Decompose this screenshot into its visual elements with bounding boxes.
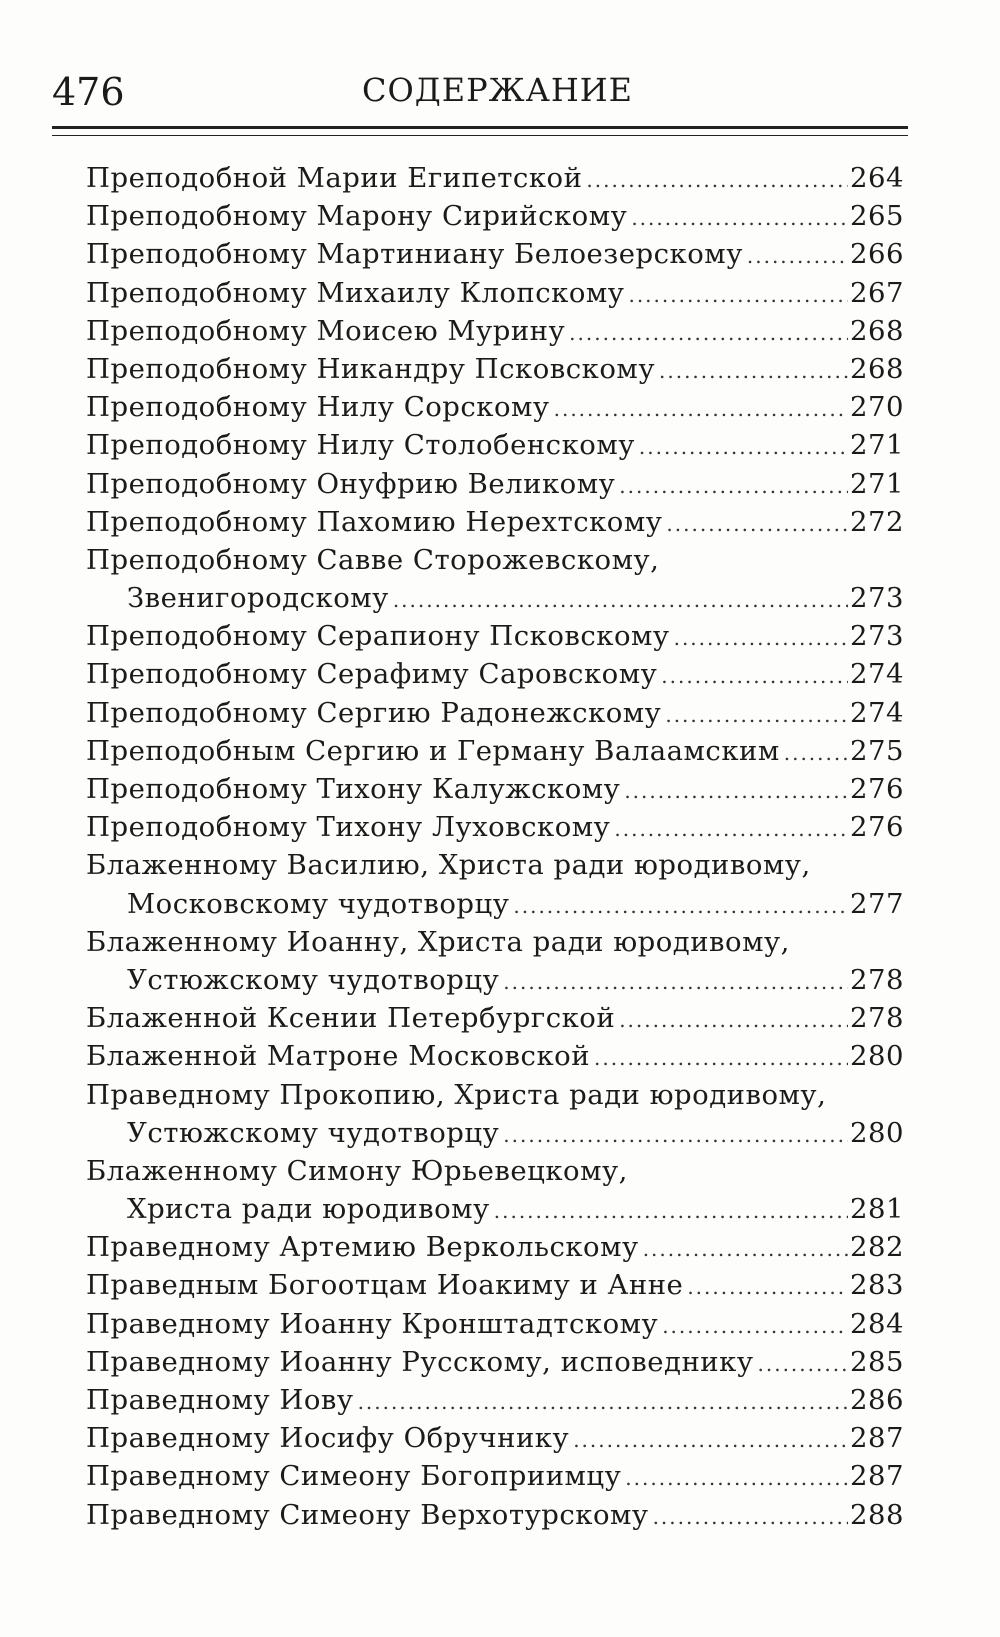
toc-entry-line xyxy=(86,503,904,541)
dot-leader xyxy=(573,1421,848,1459)
toc-page-number: 278 xyxy=(850,1002,904,1035)
toc-page-number: 285 xyxy=(850,1345,904,1378)
page-number: 476 xyxy=(52,70,125,114)
dot-leader xyxy=(662,1307,848,1345)
toc-entry xyxy=(86,541,904,617)
toc-entry-title: Праведному Иоанну Русскому, исповеднику xyxy=(86,1345,754,1378)
toc-page-number: 280 xyxy=(850,1040,904,1073)
header-rule-thin xyxy=(52,135,908,136)
toc-entry-line xyxy=(86,617,904,655)
toc-entry-line xyxy=(86,274,904,312)
dot-leader xyxy=(661,657,848,695)
toc-entry-line xyxy=(86,732,904,770)
toc-entry-continuation-line xyxy=(86,1114,904,1152)
toc-entry-line xyxy=(86,159,904,197)
toc-page-number: 288 xyxy=(850,1498,904,1531)
toc-entry-line xyxy=(86,388,904,426)
dot-leader xyxy=(666,505,848,543)
toc-entry-line xyxy=(86,1152,904,1190)
toc-entry-continuation-line xyxy=(86,1190,904,1228)
toc-page-number: 266 xyxy=(850,238,904,271)
toc-entry-line xyxy=(86,1419,904,1457)
dot-leader xyxy=(586,161,848,199)
toc-page-number: 281 xyxy=(850,1193,904,1226)
toc-entry xyxy=(86,235,904,273)
toc-page-number: 282 xyxy=(850,1231,904,1264)
dot-leader xyxy=(631,199,848,237)
dot-leader xyxy=(513,887,848,925)
toc-entry-line xyxy=(86,655,904,693)
toc-entry-title: Блаженному Иоанну, Христа ради юродивому, xyxy=(86,925,790,958)
toc-entry-line xyxy=(86,1266,904,1304)
toc-entry xyxy=(86,503,904,541)
toc-entry-title: Преподобному Марону Сирийскому xyxy=(86,200,628,233)
toc-entry xyxy=(86,312,904,350)
toc-entry-line xyxy=(86,465,904,503)
dot-leader xyxy=(358,1383,848,1421)
toc-entry-line xyxy=(86,808,904,846)
toc-entry xyxy=(86,465,904,503)
toc-entry xyxy=(86,1381,904,1419)
toc-entry-line xyxy=(86,1343,904,1381)
toc-entry-line xyxy=(86,1496,904,1534)
toc-entry-title: Христа ради юродивому xyxy=(127,1193,490,1226)
toc-entry xyxy=(86,694,904,732)
toc-entry-line xyxy=(86,999,904,1037)
toc-page-number: 268 xyxy=(850,314,904,347)
dot-leader xyxy=(747,237,848,275)
dot-leader xyxy=(625,1459,848,1497)
toc-entry-title: Праведному Прокопию, Христа ради юродивому, xyxy=(86,1078,827,1111)
toc-page-number: 271 xyxy=(850,429,904,462)
toc-entry-title: Преподобному Тихону Калужскому xyxy=(86,773,621,805)
toc-entry-line xyxy=(86,1228,904,1266)
toc-page-number: 274 xyxy=(850,658,904,691)
toc-entry-title: Устюжскому чудотворцу xyxy=(127,963,500,996)
toc-entry-title: Преподобной Марии Египетской xyxy=(86,162,583,194)
table-of-contents xyxy=(86,159,904,1534)
toc-entry xyxy=(86,999,904,1037)
toc-entry-title: Праведному Иоанну Кронштадтскому xyxy=(86,1307,659,1340)
toc-entry-title: Преподобному Серафиму Саровскому xyxy=(86,658,658,691)
toc-entry-title: Праведному Артемию Веркольскому xyxy=(86,1231,639,1264)
toc-entry-title: Блаженному Симону Юрьевецкому, xyxy=(86,1154,628,1187)
toc-entry xyxy=(86,1152,904,1228)
running-title: СОДЕРЖАНИЕ xyxy=(362,71,633,109)
toc-page-number: 264 xyxy=(850,162,904,194)
toc-entry-continuation-line xyxy=(86,961,904,999)
toc-entry-title: Преподобному Михаилу Клопскому xyxy=(86,276,625,309)
toc-entry-line xyxy=(86,197,904,235)
toc-page-number: 283 xyxy=(850,1269,904,1302)
toc-page-number: 284 xyxy=(850,1307,904,1340)
toc-entry-title: Преподобному Сергию Радонежскому xyxy=(86,696,662,729)
dot-leader xyxy=(758,1345,849,1383)
toc-entry-title: Преподобному Пахомию Нерехтскому xyxy=(86,505,663,538)
dot-leader xyxy=(503,1116,848,1154)
dot-leader xyxy=(619,467,848,505)
toc-entry xyxy=(86,1496,904,1534)
toc-entry-title: Праведному Симеону Богоприимцу xyxy=(86,1460,622,1493)
toc-entry xyxy=(86,388,904,426)
toc-entry-title: Преподобному Никандру Псковскому xyxy=(86,352,655,385)
toc-page-number: 287 xyxy=(850,1422,904,1455)
toc-entry xyxy=(86,655,904,693)
toc-entry-title: Преподобному Серапиону Псковскому xyxy=(86,620,670,653)
toc-page-number: 272 xyxy=(850,505,904,538)
toc-page-number: 286 xyxy=(850,1384,904,1416)
toc-entry-line xyxy=(86,1037,904,1075)
toc-entry xyxy=(86,1457,904,1495)
header-rule-thick xyxy=(52,126,908,129)
toc-entry xyxy=(86,617,904,655)
dot-leader xyxy=(674,619,848,657)
toc-entry-title: Блаженной Ксении Петербургской xyxy=(86,1002,616,1035)
toc-entry-title: Устюжскому чудотворцу xyxy=(127,1116,500,1149)
toc-page-number: 278 xyxy=(850,963,904,996)
dot-leader xyxy=(569,314,848,352)
toc-entry-title: Преподобному Тихону Луховскому xyxy=(86,811,611,844)
toc-entry-title: Преподобному Савве Сторожевскому, xyxy=(86,543,660,576)
toc-entry-title: Преподобному Онуфрию Великому xyxy=(86,467,616,500)
toc-page-number: 276 xyxy=(850,811,904,844)
toc-entry xyxy=(86,923,904,999)
toc-entry xyxy=(86,1343,904,1381)
dot-leader xyxy=(643,1230,848,1268)
toc-entry xyxy=(86,732,904,770)
toc-entry-line xyxy=(86,1457,904,1495)
toc-entry xyxy=(86,159,904,197)
dot-leader xyxy=(665,696,848,734)
toc-entry-line xyxy=(86,1381,904,1419)
toc-entry xyxy=(86,1305,904,1343)
dot-leader xyxy=(653,1498,848,1536)
dot-leader xyxy=(503,963,848,1001)
toc-page-number: 280 xyxy=(850,1116,904,1149)
toc-page-number: 276 xyxy=(850,773,904,805)
dot-leader xyxy=(659,352,848,390)
dot-leader xyxy=(494,1192,848,1230)
dot-leader xyxy=(628,276,848,314)
toc-entry-title: Звенигородскому xyxy=(127,582,389,615)
toc-entry xyxy=(86,1419,904,1457)
toc-entry xyxy=(86,770,904,808)
toc-page-number: 274 xyxy=(850,696,904,729)
dot-leader xyxy=(619,1001,848,1039)
toc-entry-title: Преподобному Мартиниану Белоезерскому xyxy=(86,238,743,271)
toc-entry xyxy=(86,846,904,922)
toc-entry-line xyxy=(86,923,904,961)
toc-entry-title: Преподобным Сергию и Герману Валаамским xyxy=(86,734,780,767)
toc-page-number: 275 xyxy=(850,734,904,767)
toc-entry-title: Московскому чудотворцу xyxy=(127,887,510,920)
toc-page-number: 271 xyxy=(850,467,904,500)
toc-entry-line xyxy=(86,235,904,273)
toc-entry-title: Праведному Иосифу Обручнику xyxy=(86,1422,570,1455)
toc-page-number: 273 xyxy=(850,582,904,615)
toc-page-number: 277 xyxy=(850,887,904,920)
dot-leader xyxy=(639,428,848,466)
toc-entry-line xyxy=(86,1305,904,1343)
dot-leader xyxy=(393,581,848,619)
dot-leader xyxy=(624,772,848,810)
toc-page-number: 287 xyxy=(850,1460,904,1493)
toc-entry-title: Блаженной Матроне Московской xyxy=(86,1040,591,1073)
toc-page-number: 265 xyxy=(850,200,904,233)
toc-entry xyxy=(86,1037,904,1075)
toc-entry-line xyxy=(86,846,904,884)
dot-leader xyxy=(554,390,848,428)
toc-entry xyxy=(86,1266,904,1304)
dot-leader xyxy=(687,1268,848,1306)
toc-entry-title: Преподобному Моисею Мурину xyxy=(86,314,566,347)
toc-entry xyxy=(86,350,904,388)
toc-entry-line xyxy=(86,312,904,350)
toc-page-number: 268 xyxy=(850,352,904,385)
toc-page-number: 270 xyxy=(850,391,904,424)
toc-entry-title: Блаженному Василию, Христа ради юродивому, xyxy=(86,849,811,882)
dot-leader xyxy=(784,734,848,772)
toc-entry-line xyxy=(86,426,904,464)
toc-entry-title: Праведному Симеону Верхотурскому xyxy=(86,1498,649,1531)
toc-entry-line xyxy=(86,694,904,732)
dot-leader xyxy=(594,1039,848,1077)
toc-entry-line xyxy=(86,350,904,388)
toc-entry-line xyxy=(86,541,904,579)
toc-entry-title: Преподобному Нилу Столобенскому xyxy=(86,429,635,462)
toc-entry-continuation-line xyxy=(86,885,904,923)
dot-leader xyxy=(614,810,848,848)
toc-page-number: 273 xyxy=(850,620,904,653)
toc-entry-line xyxy=(86,1076,904,1114)
toc-entry-title: Преподобному Нилу Сорскому xyxy=(86,391,550,424)
toc-entry xyxy=(86,1228,904,1266)
toc-entry xyxy=(86,274,904,312)
toc-entry xyxy=(86,1076,904,1152)
toc-entry-line xyxy=(86,770,904,808)
toc-entry-title: Праведным Богоотцам Иоакиму и Анне xyxy=(86,1269,684,1302)
toc-entry xyxy=(86,808,904,846)
toc-entry xyxy=(86,197,904,235)
toc-page-number: 267 xyxy=(850,276,904,309)
toc-entry-continuation-line xyxy=(86,579,904,617)
toc-entry xyxy=(86,426,904,464)
toc-entry-title: Праведному Иову xyxy=(86,1384,354,1416)
